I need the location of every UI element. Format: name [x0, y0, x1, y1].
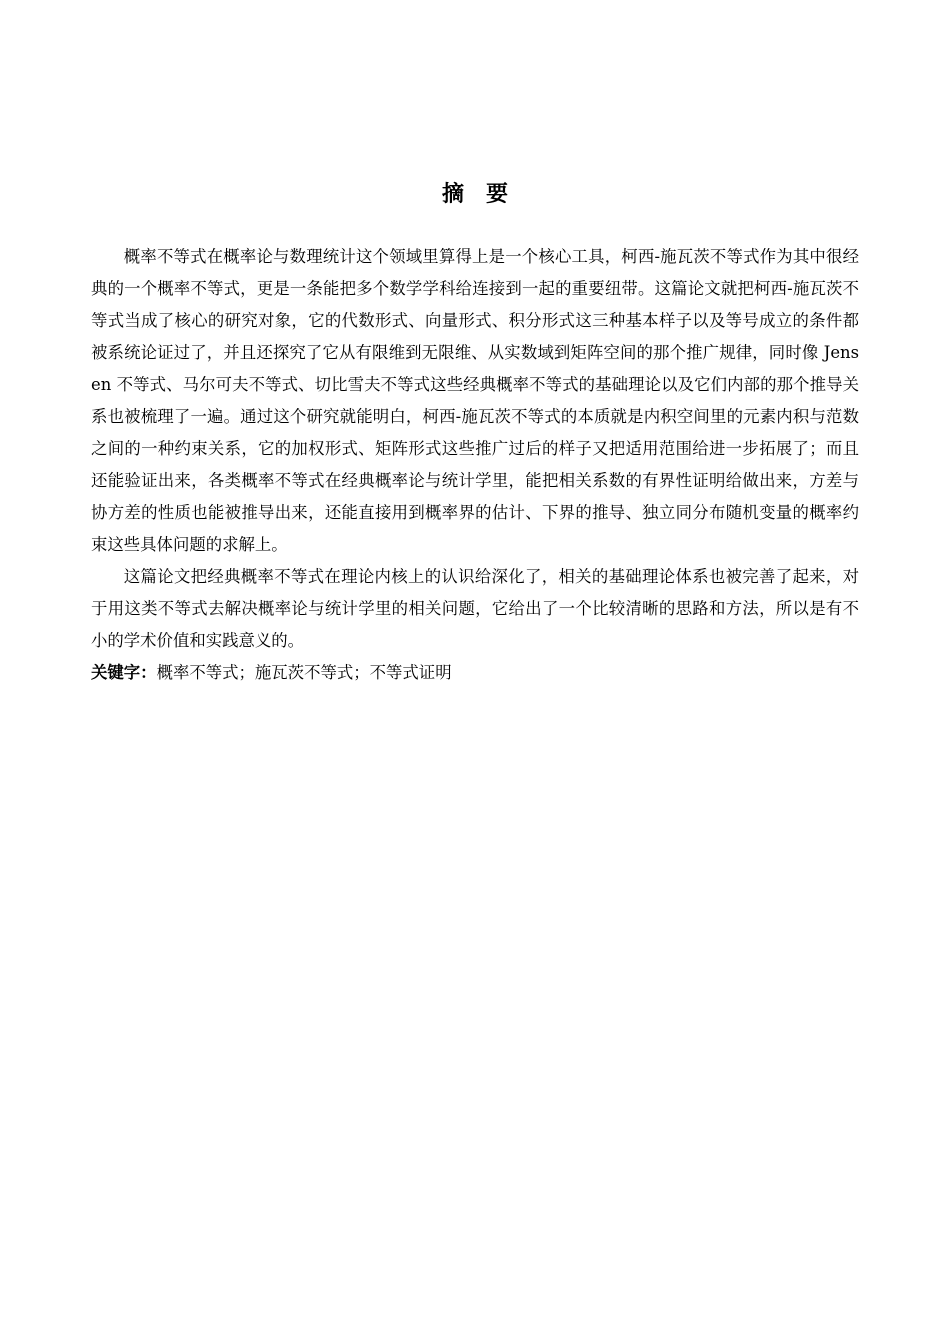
page-title	[0, 178, 950, 212]
keywords-label: 关键字：	[91, 663, 157, 682]
title-char-1: 摘	[441, 182, 464, 207]
abstract-paragraph-1: 概率不等式在概率论与数理统计这个领域里算得上是一个核心工具，柯西-施瓦茨不等式作为其中很经典的一个概率不等式，更是一条能把多个数学学科给连接到一起的重要纽带。这篇论文就把柯西-施瓦茨不等式当成了核心的研究对象，它的代数形式、向量形式、积分形式这三种基本样子以及等号成立的条件都被系统论证过了，并且还探究了它从有限维到无限维、从实数域到矩阵空间的那个推广规律，同时像 Jensen 不等式、马尔可夫不等式、切比雪夫不等式这些经典概率不等式的基础理论以及它们内部的那个推导关系也被梳理了一遍。通过这个研究就能明白，柯西-施瓦茨不等式的本质就是内积空间里的元素内积与范数之间的一种约束关系，它的加权形式、矩阵形式这些推广过后的样子又把适用范围给进一步拓展了；而且还能验证出来，各类概率不等式在经典概率论与统计学里，能把相关系数的有界性证明给做出来，方差与协方差的性质也能被推导出来，还能直接用到概率界的估计、下界的推导、独立同分布随机变量的概率约束这些具体问题的求解上。	[91, 247, 859, 554]
abstract-paragraph-2: 这篇论文把经典概率不等式在理论内核上的认识给深化了，相关的基础理论体系也被完善了起来，对于用这类不等式去解决概率论与统计学里的相关问题，它给出了一个比较清晰的思路和方法，所以是有不小的学术价值和实践意义的。	[91, 567, 859, 650]
keywords-line	[91, 657, 859, 689]
title-char-2: 要	[486, 182, 509, 207]
keywords-list: 概率不等式；施瓦茨不等式；不等式证明	[156, 663, 452, 682]
abstract-body	[91, 241, 859, 689]
